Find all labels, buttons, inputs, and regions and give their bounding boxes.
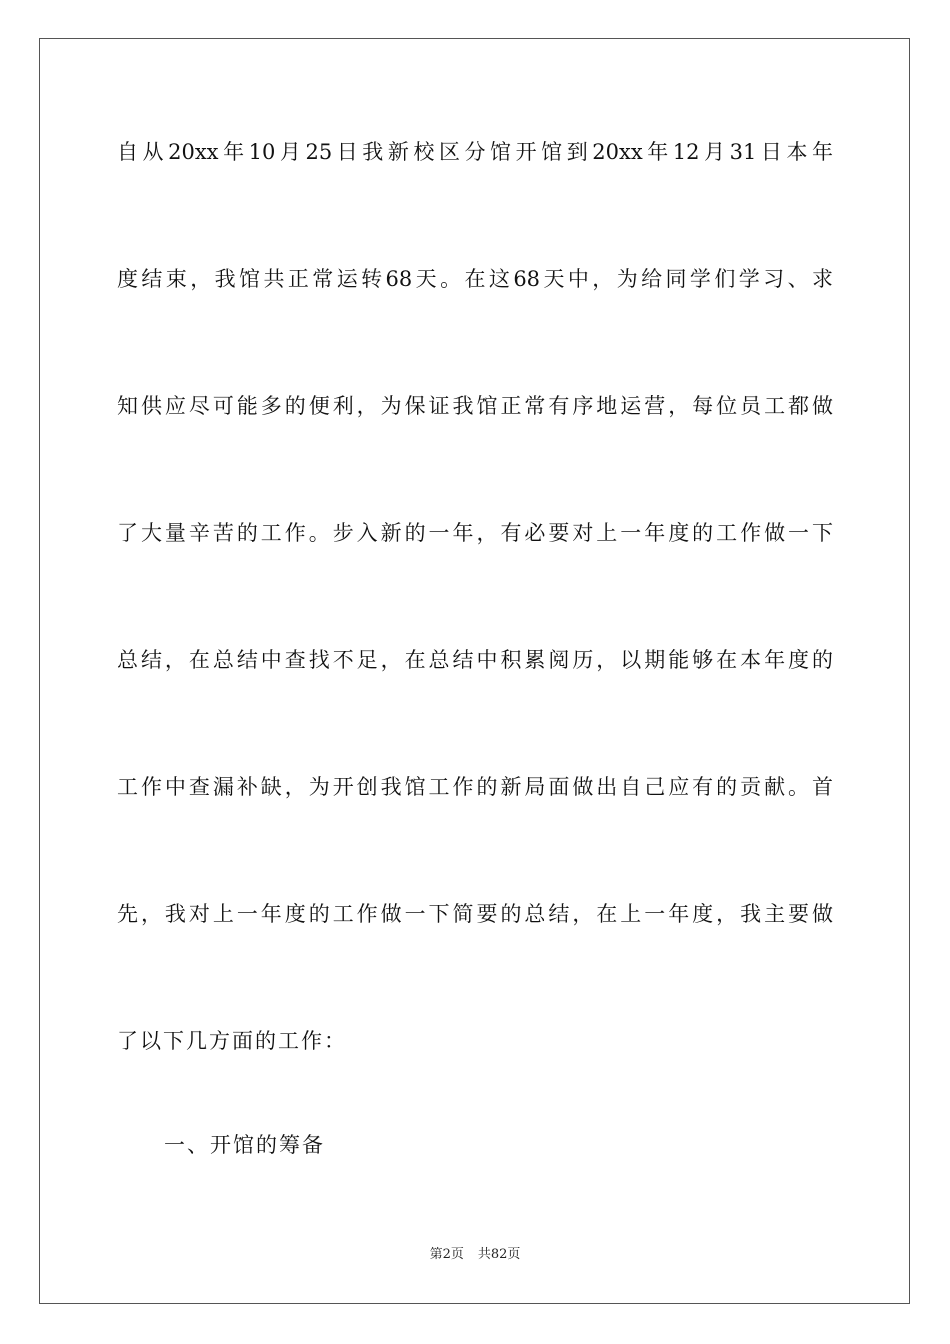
paragraph-line-6: 工作中查漏补缺，为开创我馆工作的新局面做出自己应有的贡献。首 [117,775,833,799]
page-footer [0,1246,950,1264]
paragraph-line-4: 了大量辛苦的工作。步入新的一年，有必要对上一年度的工作做一下 [117,521,833,545]
paragraph-line-5: 总结，在总结中查找不足，在总结中积累阅历，以期能够在本年度的 [117,648,833,672]
paragraph-line-3: 知供应尽可能多的便利，为保证我馆正常有序地运营，每位员工都做 [117,394,833,418]
paragraph-line-7: 先，我对上一年度的工作做一下简要的总结，在上一年度，我主要做 [117,902,833,926]
paragraph-line-8: 了以下几方面的工作： [117,1029,347,1053]
body-paragraph [117,120,833,1073]
paragraph-line-1: 自从20xx年10月25日我新校区分馆开馆到20xx年12月31日本年 [117,140,833,164]
page-total: 共82页 [477,1247,521,1262]
page-number: 第2页 [429,1247,464,1262]
paragraph-line-2: 度结束，我馆共正常运转68天。在这68天中，为给同学们学习、求 [117,267,833,291]
section-heading: 一、开馆的筹备 [164,1133,325,1157]
